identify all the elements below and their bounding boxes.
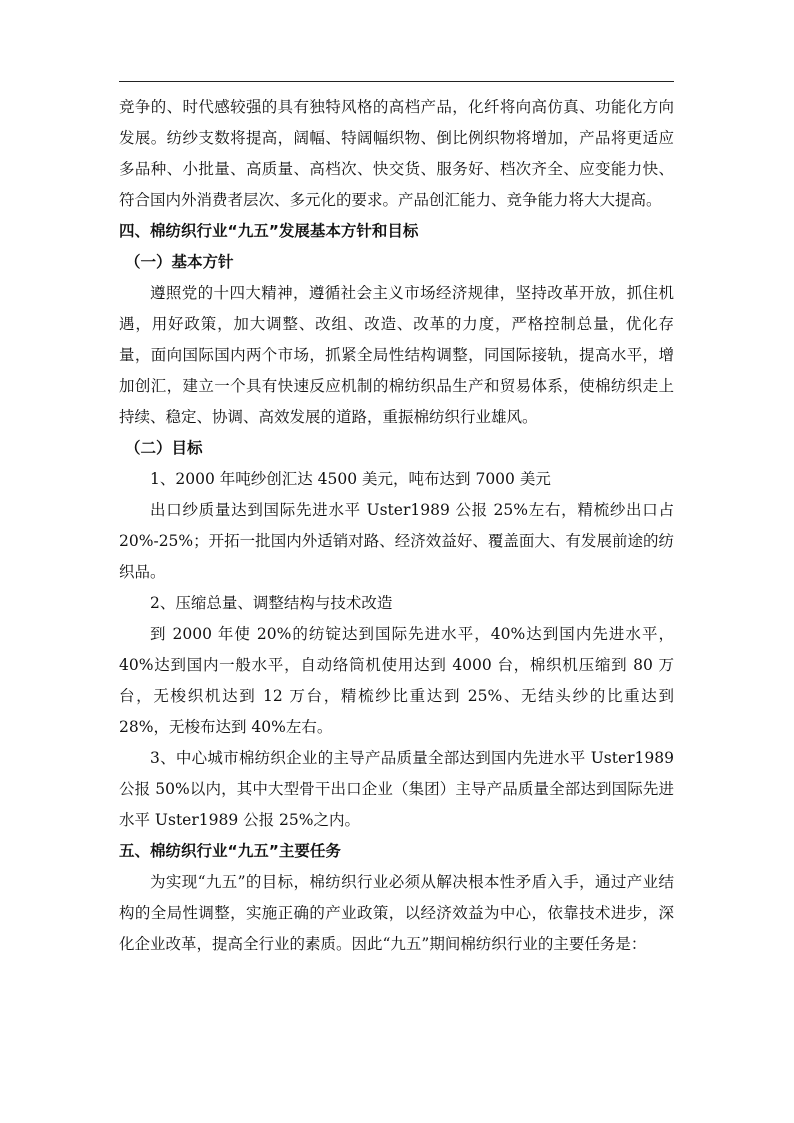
section-heading: 五、棉纺织行业“九五”主要任务	[119, 842, 341, 860]
body-paragraph: 到 2000 年使 20%的纺锭达到国际先进水平，40%达到国内先进水平，40%达到国内一般水平，自动络筒机使用达到 4000 台，棉织机压缩到 80 万台，无梭织机达到 12 万台，精梳纱比重达到 25%、无结头纱的比重达到 28%，无梭布达到 40%左右。	[119, 625, 674, 736]
document-body	[119, 92, 674, 960]
header-rule	[119, 81, 674, 82]
body-paragraph: 1、2000 年吨纱创汇达 4500 美元，吨布达到 7000 美元	[150, 470, 551, 488]
body-paragraph: 竞争的、时代感较强的具有独特风格的高档产品，化纤将向高仿真、功能化方向发展。纺纱支数将提高，阔幅、特阔幅织物、倒比例织物将增加，产品将更适应多品种、小批量、高质量、高档次、快交货、服务好、档次齐全、应变能力快、符合国内外消费者层次、多元化的要求。产品创汇能力、竞争能力将大大提高。	[119, 98, 674, 209]
subsection-heading: （一）基本方针	[125, 253, 234, 271]
section-heading: 四、棉纺织行业“九五”发展基本方针和目标	[119, 222, 419, 240]
body-paragraph: 为实现“九五”的目标，棉纺织行业必须从解决根本性矛盾入手，通过产业结构的全局性调整，实施正确的产业政策，以经济效益为中心，依靠技术进步，深化企业改革，提高全行业的素质。因此“九五”期间棉纺织行业的主要任务是：	[119, 873, 674, 953]
body-paragraph: 2、压缩总量、调整结构与技术改造	[150, 594, 393, 612]
subsection-heading: （二）目标	[125, 439, 203, 457]
body-paragraph: 3、中心城市棉纺织企业的主导产品质量全部达到国内先进水平 Uster1989 公报 50%以内，其中大型骨干出口企业（集团）主导产品质量全部达到国际先进水平 Uster1989 公报 25%之内。	[119, 749, 674, 829]
body-paragraph: 遵照党的十四大精神，遵循社会主义市场经济规律，坚持改革开放，抓住机遇，用好政策，加大调整、改组、改造、改革的力度，严格控制总量，优化存量，面向国际国内两个市场，抓紧全局性结构调整，同国际接轨，提高水平，增加创汇，建立一个具有快速反应机制的棉纺织品生产和贸易体系，使棉纺织走上持续、稳定、协调、高效发展的道路，重振棉纺织行业雄风。	[119, 284, 674, 426]
body-paragraph: 出口纱质量达到国际先进水平 Uster1989 公报 25%左右，精梳纱出口占 20%-25%；开拓一批国内外适销对路、经济效益好、覆盖面大、有发展前途的纺织品。	[119, 501, 674, 581]
